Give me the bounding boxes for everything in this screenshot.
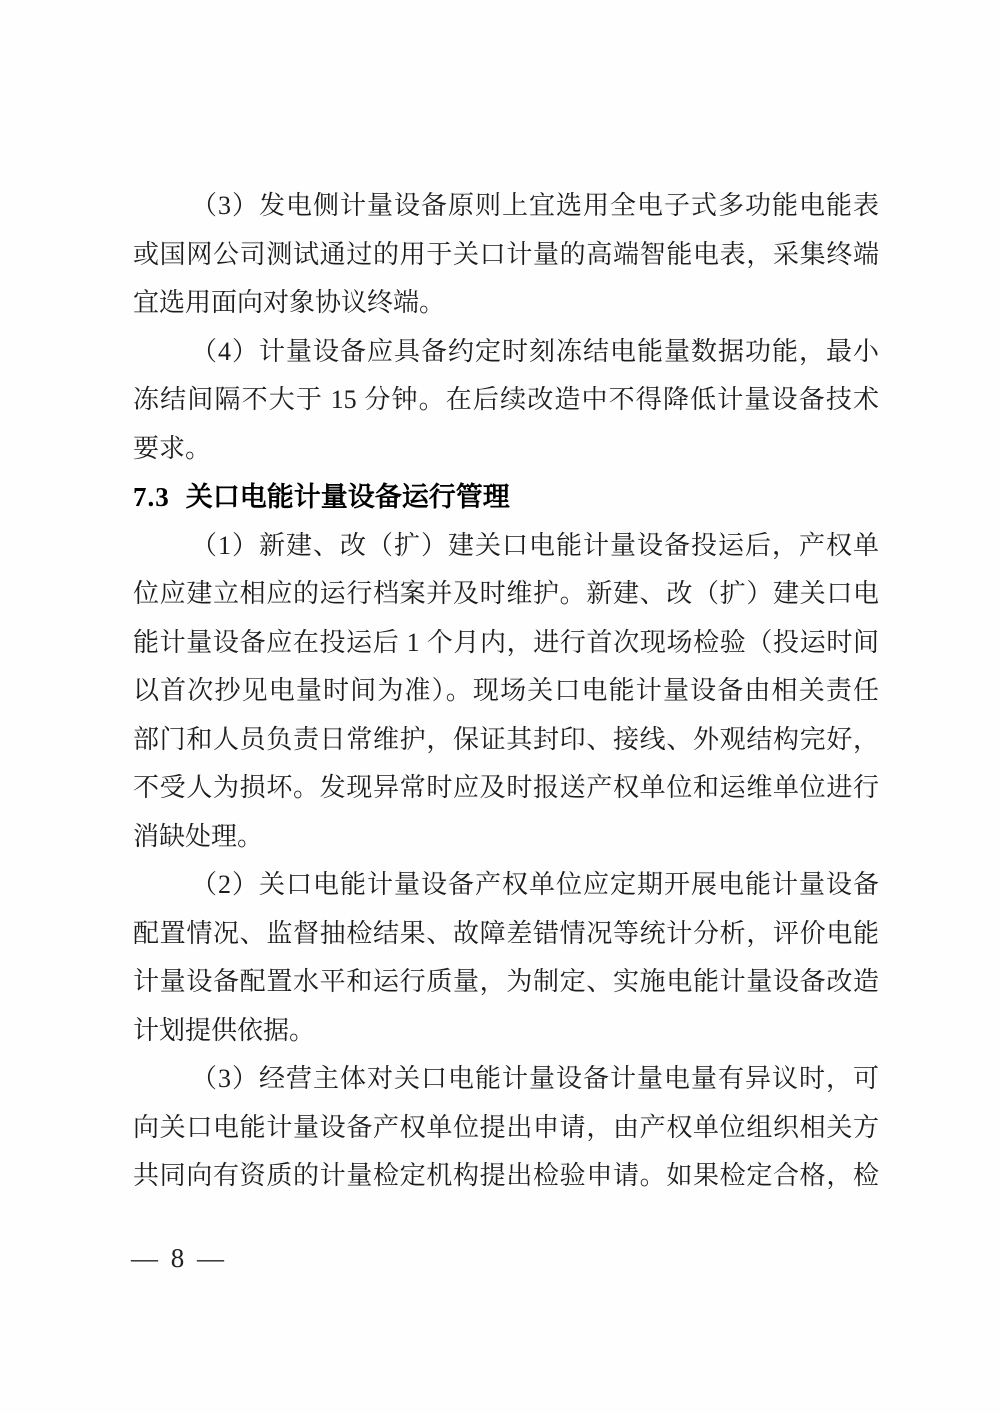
text-line: （2）关口电能计量设备产权单位应定期开展电能计量设备 — [191, 870, 879, 899]
text-line: 位应建立相应的运行档案并及时维护。新建、改（扩）建关口电 — [133, 579, 879, 608]
text-line: （3）发电侧计量设备原则上宜选用全电子式多功能电能表 — [191, 191, 879, 220]
text-line: 配置情况、监督抽检结果、故障差错情况等统计分析，评价电能 — [133, 918, 879, 948]
text-line: 消缺处理。 — [133, 821, 264, 851]
text-line: （4）计量设备应具备约定时刻冻结电能量数据功能，最小 — [191, 336, 879, 366]
text-line: 或国网公司测试通过的用于关口计量的高端智能电表，采集终端 — [133, 239, 879, 269]
document-content — [133, 182, 879, 1201]
text-line: 冻结间隔不大于 15 分钟。在后续改造中不得降低计量设备技术 — [133, 385, 879, 414]
section-title: 关口电能计量设备运行管理 — [185, 482, 510, 512]
text-line: 以首次抄见电量时间为准）。现场关口电能计量设备由相关责任 — [133, 676, 879, 705]
text-line: 要求。 — [133, 433, 212, 463]
page-number: — 8 — — [131, 1243, 227, 1273]
section-heading — [133, 473, 879, 522]
text-line: 部门和人员负责日常维护，保证其封印、接线、外观结构完好， — [133, 724, 879, 754]
text-line: （3）经营主体对关口电能计量设备计量电量有异议时，可 — [191, 1064, 879, 1093]
text-line: 能计量设备应在投运后 1 个月内，进行首次现场检验（投运时间 — [133, 627, 879, 657]
text-line: （1）新建、改（扩）建关口电能计量设备投运后，产权单 — [191, 530, 879, 560]
section-number: 7.3 — [133, 482, 170, 512]
text-line: 计量设备配置水平和运行质量，为制定、实施电能计量设备改造 — [133, 967, 879, 996]
text-line: 不受人为损坏。发现异常时应及时报送产权单位和运维单位进行 — [133, 773, 879, 802]
text-line: 宜选用面向对象协议终端。 — [133, 288, 446, 317]
text-line: 计划提供依据。 — [133, 1015, 316, 1045]
text-line: 向关口电能计量设备产权单位提出申请，由产权单位组织相关方 — [133, 1112, 879, 1142]
page-footer — [131, 1238, 227, 1278]
text-line: 共同向有资质的计量检定机构提出检验申请。如果检定合格，检 — [133, 1161, 879, 1190]
